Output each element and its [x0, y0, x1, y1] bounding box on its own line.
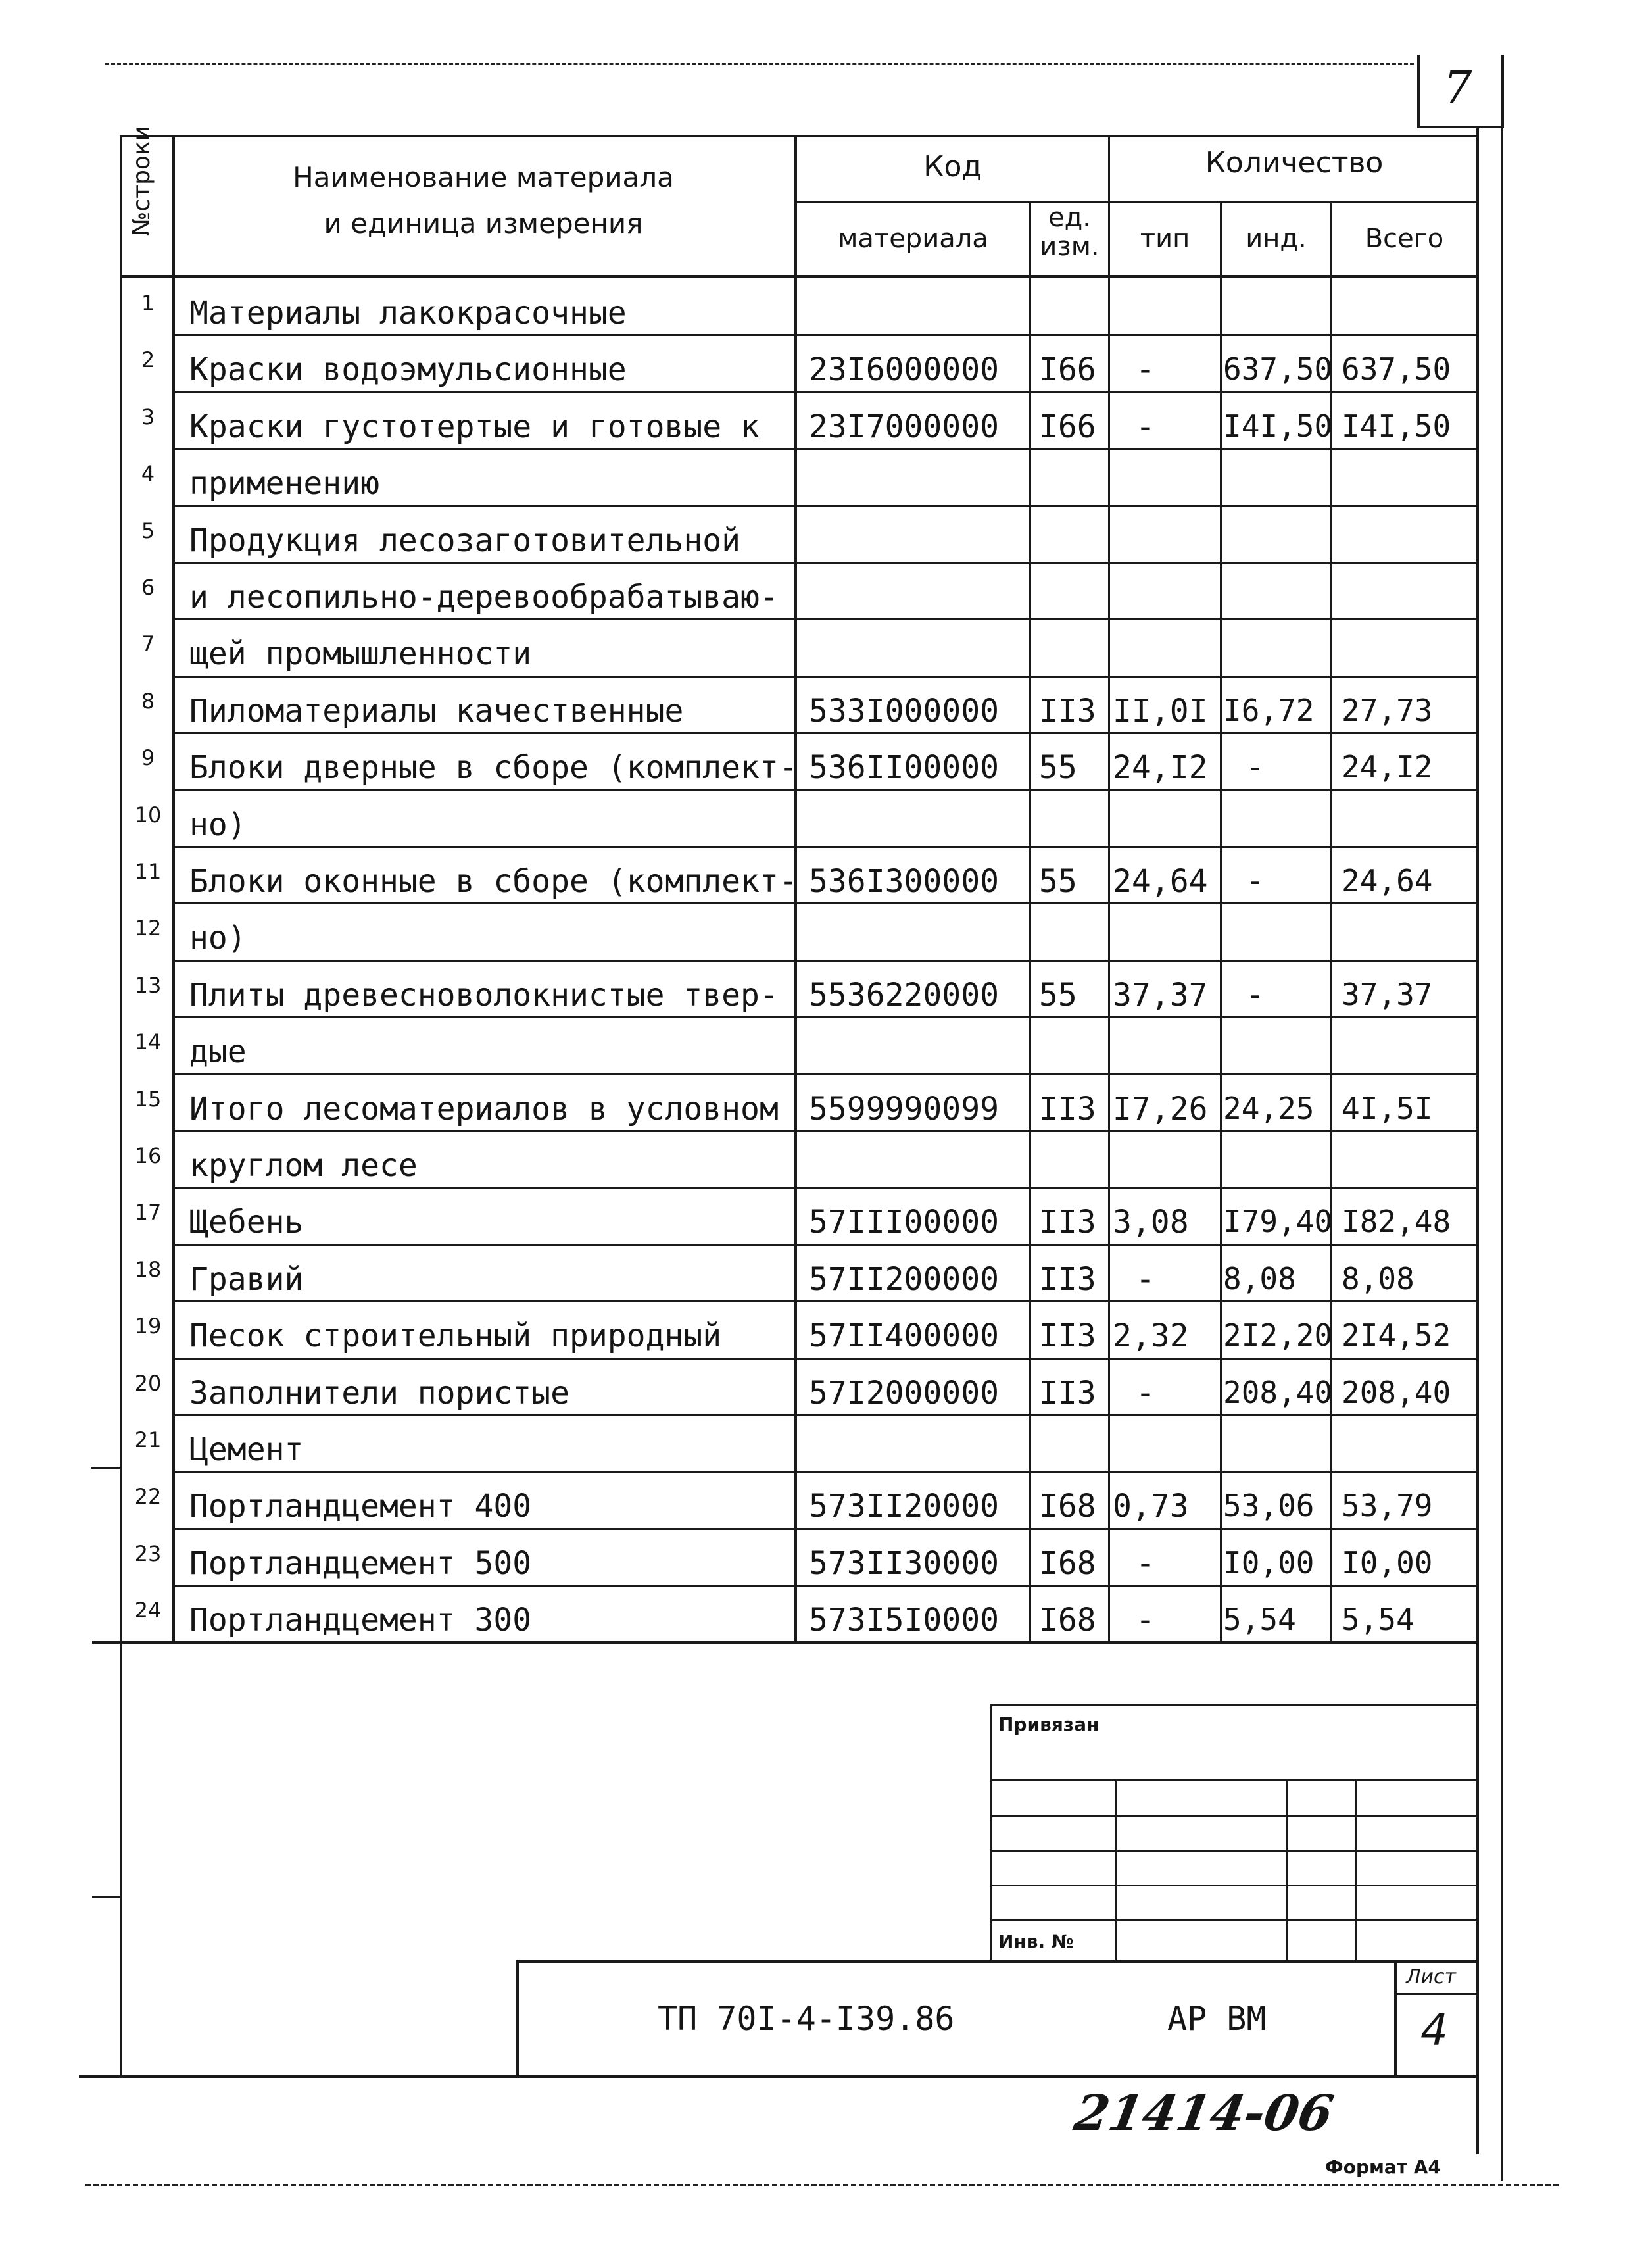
material-code: 573II30000: [809, 1545, 999, 1582]
tip-quantity: II,0I: [1113, 693, 1208, 729]
row-divider: [172, 676, 1478, 678]
tip-quantity: 24,I2: [1113, 749, 1208, 786]
tip-quantity: -: [1136, 408, 1155, 445]
total-quantity: 24,I2: [1342, 749, 1433, 785]
stamp-line-c: [990, 1850, 1476, 1852]
row-number: 10: [134, 802, 162, 827]
row-number: 2: [141, 347, 155, 372]
stamp-line-e: [990, 1919, 1476, 1921]
row-divider: [172, 1016, 1478, 1018]
unit-code: I68: [1039, 1545, 1096, 1582]
row-divider: [172, 1471, 1478, 1473]
row-number: 4: [141, 461, 155, 486]
material-code: 57I2000000: [809, 1375, 999, 1412]
row-number: 19: [134, 1314, 162, 1339]
header-mid: [796, 201, 1478, 203]
row-number: 23: [134, 1541, 162, 1566]
row-number: 3: [141, 405, 155, 430]
material-code: 5536220000: [809, 977, 999, 1014]
tip-quantity: 0,73: [1113, 1488, 1189, 1525]
material-code: 536II00000: [809, 749, 999, 786]
row-number: 7: [141, 631, 155, 656]
ind-quantity: 637,50: [1223, 351, 1333, 387]
unit-code: 55: [1039, 749, 1077, 786]
total-quantity: 8,08: [1342, 1261, 1415, 1296]
row-number: 13: [134, 973, 162, 998]
stamp-top: [990, 1704, 1476, 1706]
unit-code: 55: [1039, 863, 1077, 900]
document-code: ТП 70I-4-I39.86: [658, 2000, 955, 2038]
row-number: 20: [134, 1371, 162, 1396]
tip-quantity: -: [1136, 1375, 1155, 1412]
frame-left: [120, 136, 122, 2077]
ind-quantity: 24,25: [1223, 1091, 1315, 1126]
stamp-vsep-1: [1115, 1779, 1117, 1960]
unit-code: I68: [1039, 1602, 1096, 1639]
col-sep-tip: [1220, 201, 1222, 1642]
material-name: Портландцемент 500: [189, 1545, 532, 1582]
unit-code: II3: [1039, 1375, 1096, 1412]
row-divider: [172, 448, 1478, 450]
tip-quantity: I7,26: [1113, 1091, 1208, 1127]
row-divider: [172, 1414, 1478, 1416]
total-quantity: 53,79: [1342, 1488, 1433, 1523]
frame-right-inner: [1501, 128, 1503, 2181]
row-number: 16: [134, 1143, 162, 1168]
material-name: Продукция лесозаготовительной: [189, 522, 741, 559]
unit-code: I66: [1039, 408, 1096, 445]
material-name: щей промышленности: [189, 635, 532, 672]
total-quantity: 37,37: [1342, 977, 1433, 1012]
total-quantity: 27,73: [1342, 693, 1433, 728]
material-name: но): [189, 806, 247, 843]
ind-quantity: I79,40: [1223, 1204, 1333, 1239]
material-code: 573II20000: [809, 1488, 999, 1525]
row-divider: [172, 1130, 1478, 1132]
title-block-left: [516, 1960, 519, 2075]
ind-quantity: 8,08: [1223, 1261, 1296, 1296]
stamp-line-b: [990, 1815, 1476, 1817]
tip-quantity: 24,64: [1113, 863, 1208, 900]
row-divider: [172, 505, 1478, 507]
ind-header: инд.: [1246, 224, 1307, 254]
row-divider: [172, 732, 1478, 734]
material-name: Плиты древесноволокнистые твер-: [189, 977, 779, 1014]
margin-tick-1: [91, 1467, 121, 1469]
row-divider: [172, 334, 1478, 336]
material-code: 23I7000000: [809, 408, 999, 445]
col-sep-code: [1029, 201, 1031, 1642]
ind-quantity: -: [1246, 977, 1265, 1012]
unit-code: II3: [1039, 1261, 1096, 1298]
sheet-label: Лист: [1406, 1965, 1457, 1988]
sheet-box-mid: [1394, 1993, 1478, 1995]
title-block-bottom: [79, 2075, 1478, 2078]
handwritten-inventory-number: 21414-06: [1070, 2085, 1338, 2142]
sheet-corner-number: 7: [1443, 62, 1472, 114]
ind-quantity: 53,06: [1223, 1488, 1315, 1523]
row-divider: [172, 902, 1478, 904]
total-quantity: I82,48: [1342, 1204, 1451, 1239]
row-divider: [172, 1358, 1478, 1360]
bottom-dashed-line: [85, 2184, 1559, 2186]
material-name: Цемент: [189, 1431, 304, 1468]
total-quantity: 208,40: [1342, 1375, 1451, 1410]
total-quantity: 637,50: [1342, 351, 1451, 387]
code-header: Код: [923, 150, 982, 184]
material-name: Краски густотертые и готовые к: [189, 408, 760, 445]
corner-box-right: [1501, 55, 1504, 128]
row-divider: [172, 1187, 1478, 1189]
row-number-header: №строки: [128, 125, 155, 237]
row-number: 8: [141, 689, 155, 714]
ind-quantity: -: [1246, 863, 1265, 899]
tip-quantity: -: [1136, 351, 1155, 388]
tip-quantity: 37,37: [1113, 977, 1208, 1014]
stamp-vsep-3: [1355, 1779, 1357, 1960]
row-number: 21: [134, 1427, 162, 1452]
unit-header-line1: ед.: [1048, 203, 1091, 233]
material-code: 57II400000: [809, 1318, 999, 1354]
row-number: 12: [134, 916, 162, 941]
material-name: круглом лесе: [189, 1147, 418, 1184]
unit-code: I66: [1039, 351, 1096, 388]
name-header-line1: Наименование материала: [293, 161, 674, 193]
unit-code: II3: [1039, 1318, 1096, 1354]
material-name: Материалы лакокрасочные: [189, 295, 627, 332]
privyazan-label: Привязан: [998, 1713, 1100, 1735]
row-number: 9: [141, 745, 155, 770]
material-code: 57III00000: [809, 1204, 999, 1241]
row-number: 11: [134, 859, 162, 884]
material-code: 23I6000000: [809, 351, 999, 388]
row-divider: [172, 960, 1478, 962]
sheet-box-left: [1394, 1960, 1397, 2075]
tip-quantity: -: [1136, 1261, 1155, 1298]
row-number: 17: [134, 1200, 162, 1225]
tip-quantity: -: [1136, 1602, 1155, 1639]
row-divider: [172, 1244, 1478, 1246]
unit-header-line2: изм.: [1040, 232, 1100, 262]
header-bottom: [120, 275, 1478, 278]
stamp-line-d: [990, 1885, 1476, 1886]
tip-quantity: 2,32: [1113, 1318, 1189, 1354]
corner-box-left: [1417, 55, 1420, 128]
stamp-left: [990, 1704, 992, 1960]
row-divider: [172, 1642, 1478, 1644]
total-quantity: 5,54: [1342, 1602, 1415, 1637]
material-name: Портландцемент 400: [189, 1488, 532, 1525]
row-divider: [172, 789, 1478, 791]
row-divider: [172, 1585, 1478, 1587]
total-quantity: 2I4,52: [1342, 1318, 1451, 1353]
total-quantity: I4I,50: [1342, 408, 1451, 444]
row-number: 14: [134, 1029, 162, 1054]
ind-quantity: 208,40: [1223, 1375, 1333, 1410]
row-number: 5: [141, 518, 155, 543]
tip-quantity: -: [1136, 1545, 1155, 1582]
row-divider: [172, 846, 1478, 848]
ind-quantity: -: [1246, 749, 1265, 785]
ind-quantity: I6,72: [1223, 693, 1315, 728]
row-divider: [172, 562, 1478, 564]
material-code: 57II200000: [809, 1261, 999, 1298]
row-number: 24: [134, 1598, 162, 1623]
total-header: Всего: [1365, 224, 1444, 254]
material-name: Заполнители пористые: [189, 1375, 569, 1412]
material-code-header: материала: [838, 224, 988, 254]
material-code: 533I000000: [809, 693, 999, 729]
total-quantity: 4I,5I: [1342, 1091, 1433, 1126]
row-number: 22: [134, 1484, 162, 1509]
margin-tick-2: [92, 1896, 121, 1898]
ind-quantity: I4I,50: [1223, 408, 1333, 444]
tip-quantity: 3,08: [1113, 1204, 1189, 1241]
sheet-number: 4: [1420, 2005, 1448, 2056]
row-divider: [172, 1300, 1478, 1302]
title-block-top: [516, 1960, 1476, 1963]
row-divider: [172, 618, 1478, 620]
col-sep-unit: [1108, 136, 1110, 1642]
stamp-vsep-2: [1286, 1779, 1288, 1960]
material-name: применению: [189, 465, 379, 502]
col-sep-no: [172, 136, 175, 1642]
ind-quantity: 2I2,20: [1223, 1318, 1333, 1353]
total-quantity: 24,64: [1342, 863, 1433, 899]
material-code: 573I5I0000: [809, 1602, 999, 1639]
table-top: [120, 135, 1478, 137]
material-name: Гравий: [189, 1261, 304, 1298]
row-number: 6: [141, 575, 155, 600]
top-dashed-line: [105, 63, 1414, 65]
document-type: АР ВМ: [1167, 2000, 1267, 2038]
row-divider: [172, 1528, 1478, 1530]
inv-no-label: Инв. №: [998, 1931, 1074, 1952]
row-divider: [172, 391, 1478, 393]
material-name: но): [189, 920, 247, 956]
unit-code: 55: [1039, 977, 1077, 1014]
material-name: Блоки оконные в сборе (комплект-: [189, 863, 798, 900]
row-number: 1: [141, 291, 155, 316]
unit-code: I68: [1039, 1488, 1096, 1525]
material-name: и лесопильно-деревообрабатываю-: [189, 579, 779, 616]
format-label: Формат А4: [1325, 2156, 1441, 2178]
corner-box-bottom: [1417, 126, 1503, 128]
ind-quantity: I0,00: [1223, 1545, 1315, 1581]
quantity-header: Количество: [1205, 146, 1384, 180]
material-name: Блоки дверные в сборе (комплект-: [189, 749, 798, 786]
material-name: Песок строительный природный: [189, 1318, 722, 1354]
frame-right: [1476, 128, 1479, 2154]
material-name: Пиломатериалы качественные: [189, 693, 684, 729]
tip-header: тип: [1140, 224, 1190, 254]
material-name: Итого лесоматериалов в условном: [189, 1091, 779, 1127]
material-name: дые: [189, 1033, 247, 1070]
material-name: Краски водоэмульсионные: [189, 351, 627, 388]
unit-code: II3: [1039, 1091, 1096, 1127]
row-number: 18: [134, 1257, 162, 1282]
unit-code: II3: [1039, 693, 1096, 729]
material-code: 5599990099: [809, 1091, 999, 1127]
total-quantity: I0,00: [1342, 1545, 1433, 1581]
unit-code: II3: [1039, 1204, 1096, 1241]
material-name: Щебень: [189, 1204, 304, 1241]
stamp-line-a: [990, 1779, 1476, 1781]
row-divider: [172, 1073, 1478, 1075]
material-name: Портландцемент 300: [189, 1602, 532, 1639]
ind-quantity: 5,54: [1223, 1602, 1296, 1637]
row-number: 15: [134, 1087, 162, 1112]
name-header-line2: и единица измерения: [324, 207, 643, 239]
material-code: 536I300000: [809, 863, 999, 900]
